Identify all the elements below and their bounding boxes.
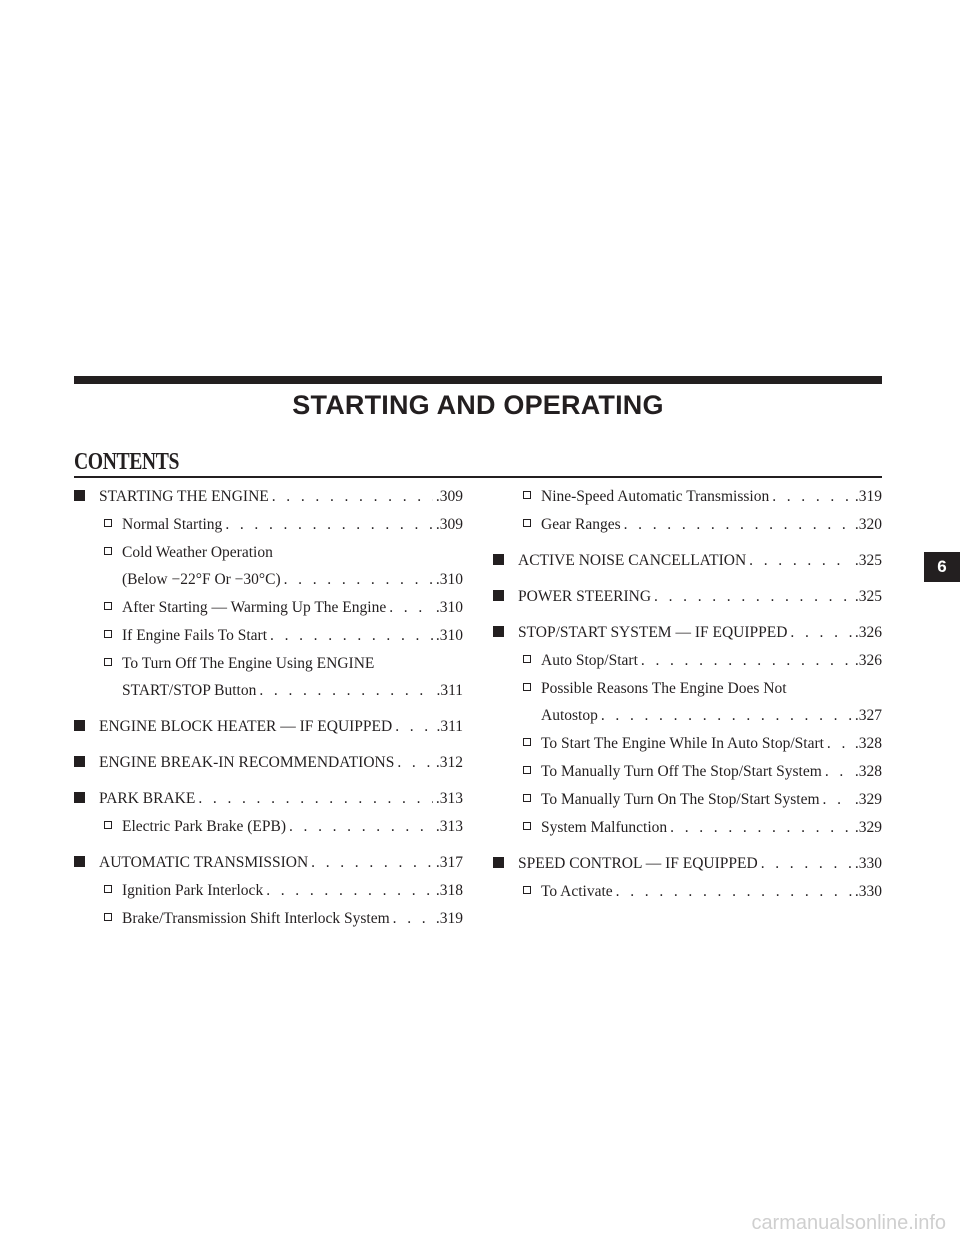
hollow-box-bullet-icon bbox=[104, 885, 112, 893]
toc-page-number: .310 bbox=[435, 627, 463, 644]
toc-page-number: .329 bbox=[854, 791, 882, 808]
toc-entry[interactable] bbox=[493, 547, 882, 574]
dot-leader bbox=[670, 814, 852, 841]
toc-entry[interactable] bbox=[74, 813, 463, 840]
toc-page-number: .329 bbox=[854, 819, 882, 836]
toc-page-number: .326 bbox=[854, 624, 882, 641]
toc-entry[interactable] bbox=[74, 877, 463, 904]
toc-entry-title: To Activate bbox=[541, 883, 613, 900]
toc-entry-title: Possible Reasons The Engine Does Not bbox=[541, 680, 787, 697]
toc-entry-title: Gear Ranges bbox=[541, 516, 621, 533]
dot-leader bbox=[259, 677, 433, 704]
toc-entry[interactable] bbox=[74, 905, 463, 932]
toc-entry-title: To Manually Turn Off The Stop/Start System bbox=[541, 763, 822, 780]
toc-entry-title: ENGINE BREAK-IN RECOMMENDATIONS bbox=[99, 754, 395, 771]
toc-page-number: .311 bbox=[436, 682, 463, 699]
hollow-box-bullet-icon bbox=[104, 602, 112, 610]
toc-page-number: .327 bbox=[854, 707, 882, 724]
toc-entry-title: After Starting — Warming Up The Engine bbox=[122, 599, 387, 616]
dot-leader bbox=[311, 849, 433, 876]
contents-rule bbox=[74, 476, 882, 478]
hollow-box-bullet-icon bbox=[523, 683, 531, 691]
toc-page-number: .330 bbox=[854, 855, 882, 872]
toc-page-number: .320 bbox=[854, 516, 882, 533]
toc-entry-title: ENGINE BLOCK HEATER — IF EQUIPPED bbox=[99, 718, 393, 735]
toc-entry[interactable] bbox=[74, 785, 463, 812]
square-bullet-icon bbox=[493, 554, 504, 565]
toc-entry-title: Cold Weather Operation bbox=[122, 544, 273, 561]
dot-leader bbox=[284, 566, 433, 593]
hollow-box-bullet-icon bbox=[104, 913, 112, 921]
dot-leader bbox=[198, 785, 433, 812]
toc-page-number: .313 bbox=[435, 790, 463, 807]
square-bullet-icon bbox=[74, 792, 85, 803]
hollow-box-bullet-icon bbox=[523, 519, 531, 527]
dot-leader bbox=[270, 622, 433, 649]
toc-entry-title: Ignition Park Interlock bbox=[122, 882, 264, 899]
toc-page-number: .313 bbox=[435, 818, 463, 835]
hollow-box-bullet-icon bbox=[523, 822, 531, 830]
toc-entry[interactable] bbox=[493, 850, 882, 877]
toc-entry-title: Normal Starting bbox=[122, 516, 223, 533]
toc-page-number: .309 bbox=[435, 488, 463, 505]
toc-entry[interactable] bbox=[74, 713, 463, 740]
dot-leader bbox=[289, 813, 433, 840]
watermark-text: carmanualsonline.info bbox=[751, 1212, 946, 1234]
hollow-box-bullet-icon bbox=[104, 658, 112, 666]
toc-entry-title: Electric Park Brake (EPB) bbox=[122, 818, 286, 835]
dot-leader bbox=[654, 583, 852, 610]
toc-entry-title: AUTOMATIC TRANSMISSION bbox=[99, 854, 309, 871]
title-rule bbox=[74, 376, 882, 384]
toc-entry[interactable] bbox=[493, 619, 882, 646]
toc-column-left bbox=[74, 483, 463, 932]
dot-leader bbox=[225, 511, 433, 538]
dot-leader bbox=[397, 749, 433, 776]
dot-leader bbox=[616, 878, 852, 905]
toc-entry-title: ACTIVE NOISE CANCELLATION bbox=[518, 552, 747, 569]
toc-page-number: .328 bbox=[854, 763, 882, 780]
dot-leader bbox=[395, 713, 433, 740]
dot-leader bbox=[389, 594, 433, 621]
toc-entry[interactable] bbox=[493, 814, 882, 841]
toc-column-right bbox=[493, 483, 882, 905]
toc-entry-title: Autostop bbox=[541, 707, 598, 724]
toc-page-number: .318 bbox=[435, 882, 463, 899]
toc-entry-title: START/STOP Button bbox=[122, 682, 257, 699]
hollow-box-bullet-icon bbox=[523, 491, 531, 499]
hollow-box-bullet-icon bbox=[104, 547, 112, 555]
toc-entry-title: To Start The Engine While In Auto Stop/Start bbox=[541, 735, 824, 752]
toc-page-number: .319 bbox=[435, 910, 463, 927]
dot-leader bbox=[601, 702, 852, 729]
toc-entry[interactable] bbox=[74, 749, 463, 776]
toc-entry-title: To Manually Turn On The Stop/Start System bbox=[541, 791, 820, 808]
dot-leader bbox=[749, 547, 852, 574]
toc-entry-title: To Turn Off The Engine Using ENGINE bbox=[122, 655, 375, 672]
toc-entry[interactable] bbox=[74, 539, 463, 593]
toc-page-number: .310 bbox=[435, 599, 463, 616]
toc-page-number: .311 bbox=[436, 718, 463, 735]
toc-entry[interactable] bbox=[493, 483, 882, 510]
toc-entry[interactable] bbox=[74, 622, 463, 649]
toc-entry[interactable] bbox=[74, 650, 463, 704]
toc-page-number: .310 bbox=[435, 571, 463, 588]
toc-page-number: .330 bbox=[854, 883, 882, 900]
toc-entry-title: STARTING THE ENGINE bbox=[99, 488, 269, 505]
toc-page-number: .325 bbox=[854, 552, 882, 569]
square-bullet-icon bbox=[493, 626, 504, 637]
square-bullet-icon bbox=[74, 756, 85, 767]
contents-heading: CONTENTS bbox=[74, 449, 179, 475]
toc-entry[interactable] bbox=[493, 511, 882, 538]
toc-entry-title: SPEED CONTROL — IF EQUIPPED bbox=[518, 855, 758, 872]
chapter-title: STARTING AND OPERATING bbox=[292, 390, 664, 420]
toc-page-number: .328 bbox=[854, 735, 882, 752]
dot-leader bbox=[772, 483, 852, 510]
toc-page-number: .325 bbox=[854, 588, 882, 605]
toc-entry[interactable] bbox=[493, 878, 882, 905]
toc-page-number: .309 bbox=[435, 516, 463, 533]
toc-entry[interactable] bbox=[493, 647, 882, 674]
square-bullet-icon bbox=[74, 720, 85, 731]
hollow-box-bullet-icon bbox=[104, 821, 112, 829]
toc-entry[interactable] bbox=[493, 758, 882, 785]
hollow-box-bullet-icon bbox=[523, 738, 531, 746]
dot-leader bbox=[272, 483, 433, 510]
toc-entry-title: Auto Stop/Start bbox=[541, 652, 638, 669]
toc-page-number: .317 bbox=[435, 854, 463, 871]
toc-entry[interactable] bbox=[74, 511, 463, 538]
toc-entry-title: PARK BRAKE bbox=[99, 790, 196, 807]
toc-entry-title: POWER STEERING bbox=[518, 588, 652, 605]
hollow-box-bullet-icon bbox=[104, 630, 112, 638]
dot-leader bbox=[790, 619, 851, 646]
hollow-box-bullet-icon bbox=[523, 794, 531, 802]
toc-entry-title: Nine-Speed Automatic Transmission bbox=[541, 488, 770, 505]
toc-entry[interactable] bbox=[493, 675, 882, 729]
toc-page-number: .326 bbox=[854, 652, 882, 669]
toc-entry-title: If Engine Fails To Start bbox=[122, 627, 268, 644]
dot-leader bbox=[827, 730, 852, 757]
toc-entry[interactable] bbox=[74, 594, 463, 621]
dot-leader bbox=[823, 786, 852, 813]
dot-leader bbox=[624, 511, 852, 538]
toc-entry-title: STOP/START SYSTEM — IF EQUIPPED bbox=[518, 624, 788, 641]
hollow-box-bullet-icon bbox=[523, 886, 531, 894]
hollow-box-bullet-icon bbox=[523, 766, 531, 774]
square-bullet-icon bbox=[493, 857, 504, 868]
square-bullet-icon bbox=[493, 590, 504, 601]
toc-entry-title: (Below −22°F Or −30°C) bbox=[122, 571, 281, 588]
hollow-box-bullet-icon bbox=[104, 519, 112, 527]
toc-page-number: .312 bbox=[435, 754, 463, 771]
square-bullet-icon bbox=[74, 856, 85, 867]
toc-entry-title: System Malfunction bbox=[541, 819, 668, 836]
dot-leader bbox=[266, 877, 433, 904]
toc-entry[interactable] bbox=[74, 849, 463, 876]
toc-entry[interactable] bbox=[493, 786, 882, 813]
square-bullet-icon bbox=[74, 490, 85, 501]
toc-entry-title: Brake/Transmission Shift Interlock System bbox=[122, 910, 390, 927]
toc-entry[interactable] bbox=[74, 483, 463, 510]
dot-leader bbox=[761, 850, 852, 877]
toc-page-number: .319 bbox=[854, 488, 882, 505]
dot-leader bbox=[641, 647, 852, 674]
dot-leader bbox=[825, 758, 852, 785]
hollow-box-bullet-icon bbox=[523, 655, 531, 663]
toc-entry[interactable] bbox=[493, 730, 882, 757]
toc-entry[interactable] bbox=[493, 583, 882, 610]
dot-leader bbox=[393, 905, 433, 932]
chapter-tab[interactable]: 6 bbox=[924, 552, 960, 582]
